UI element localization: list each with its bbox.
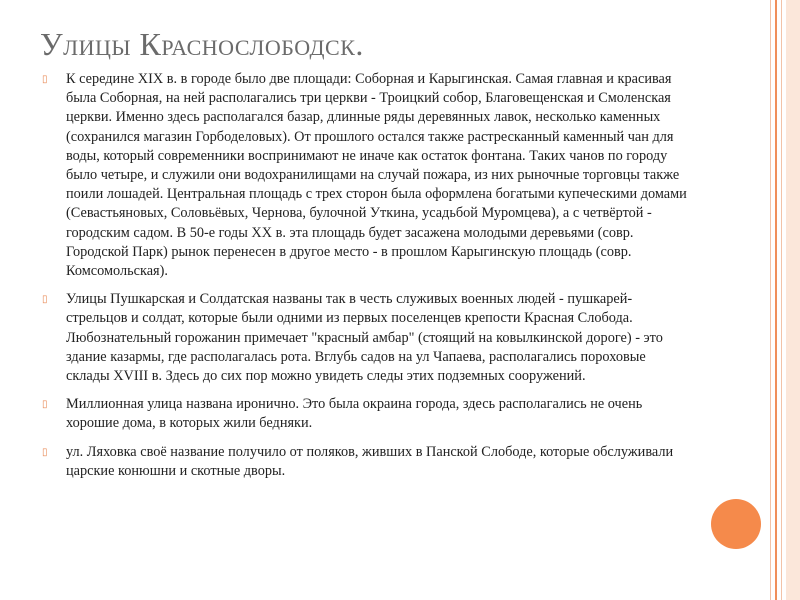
list-item bbox=[40, 290, 690, 386]
list-item bbox=[40, 443, 690, 481]
paragraph-text: Миллионная улица названа иронично. Это была окраина города, здесь располагались не очень хорошие дома, в которых жили бедняки. bbox=[66, 396, 643, 432]
list-item bbox=[40, 395, 690, 433]
border-stripe bbox=[775, 0, 777, 600]
paragraph-text: ул. Ляховка своё название получило от поляков, живших в Панской Слободе, которые обслуживали царские конюшни и скотные дворы. bbox=[66, 443, 674, 479]
slide-title: Улицы Краснослободск. bbox=[40, 26, 364, 62]
list-item bbox=[40, 70, 690, 281]
bullet-icon: ▯ bbox=[42, 74, 48, 85]
paragraph-text: К середине XIX в. в городе было две площади: Соборная и Карыгинская. Самая главная и красивая была Соборная, на ней располагались три церкви - Троицкий собор, Благовещенская и Смоленская церкви. Именно здесь располагался базар, длинные ряды деревянных лавок, несколько каменных (сохранился магазин Горбоделовых). От прошлого остался также растресканный каменный чан для воды, который современники воспринимают не иначе как остаток фонтана. Таких чанов по городу было четыре, и служили они водохранилищами на случай пожара, из них рыночные торговцы также поили лошадей. Центральная площадь с трех сторон была оформлена богатыми купеческими домами (Севастьяновых, Соловьёвых, Чернова, булочной Уткина, усадьбой Муромцева), а с четвёртой - городским садом. В 50-е годы XX в. эта площадь будет засажена молодыми деревьями (совр. Городской Парк) рынок перенесен в другое место - в прошлом Карыгинскую площадь (совр. Комсомольская). bbox=[66, 71, 687, 280]
border-stripe bbox=[786, 0, 800, 600]
bullet-list bbox=[40, 70, 690, 490]
border-stripe bbox=[781, 0, 782, 600]
paragraph-text: Улицы Пушкарская и Солдатская названы так в честь служивых военных людей - пушкарей-стрельцов и солдат, которые были одними из первых поселенцев крепости Красная Слобода. Любознательный горожанин примечает "красный амбар" (стоящий на ковылкинской дороге) - это здание казармы, где располагалась рота. Вглубь садов на ул Чапаева, располагались пороховые склады XVIII в. Здесь до сих пор можно увидеть следы этих подземных сооружений. bbox=[66, 291, 663, 385]
bullet-icon: ▯ bbox=[42, 399, 48, 411]
decorative-circle bbox=[711, 499, 761, 549]
bullet-icon: ▯ bbox=[42, 294, 48, 306]
border-stripe bbox=[770, 0, 771, 600]
bullet-icon: ▯ bbox=[42, 446, 48, 458]
